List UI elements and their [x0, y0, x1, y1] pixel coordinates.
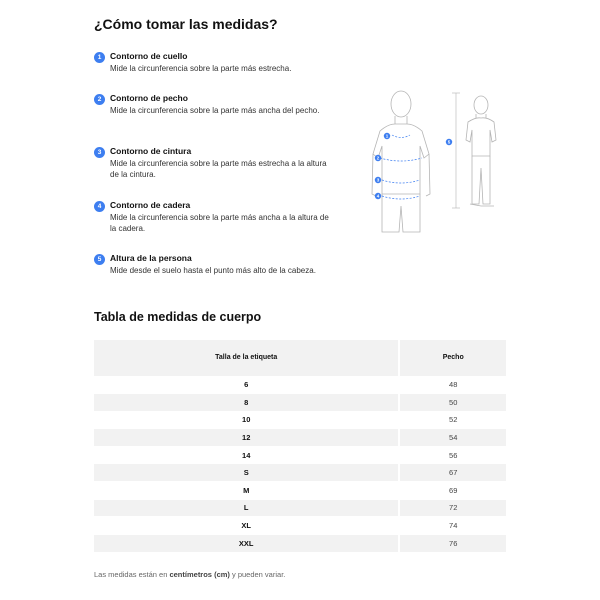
step-number-badge: 3 [94, 147, 105, 158]
marker-height: 5 [447, 139, 451, 145]
note-suffix: y pueden variar. [229, 570, 286, 579]
step-description: Mide la circunferencia sobre la parte más ancha a la altura de la cadera. [110, 213, 329, 233]
side-figure [466, 96, 496, 206]
column-header-chest: Pecho [399, 340, 506, 376]
step-description: Mide la circunferencia sobre la parte más estrecha a la altura de la cintura. [110, 159, 327, 179]
measurement-lines [380, 135, 422, 199]
marker-neck: 1 [385, 133, 389, 139]
chest-value: 48 [399, 376, 506, 394]
page-title: ¿Cómo tomar las medidas? [94, 16, 278, 32]
chest-value: 54 [399, 429, 506, 447]
size-label: S [94, 464, 399, 482]
table-row [94, 534, 506, 552]
chest-value: 67 [399, 464, 506, 482]
note-units: centímetros (cm) [169, 570, 230, 579]
size-label: XXL [94, 534, 399, 552]
step-title: Contorno de cadera [110, 200, 191, 210]
note-prefix: Las medidas están en [94, 570, 170, 579]
step-title: Contorno de pecho [110, 93, 188, 103]
chest-value: 52 [399, 411, 506, 429]
table-header-row [94, 340, 506, 376]
step-title: Altura de la persona [110, 253, 192, 263]
size-label: M [94, 482, 399, 500]
step-description: Mide la circunferencia sobre la parte más estrecha. [110, 64, 292, 73]
table-row [94, 394, 506, 412]
size-label: L [94, 499, 399, 517]
step-description: Mide la circunferencia sobre la parte más ancha del pecho. [110, 106, 320, 115]
step-number-badge: 5 [94, 254, 105, 265]
step-description: Mide desde el suelo hasta el punto más alto de la cabeza. [110, 266, 316, 275]
size-label: 12 [94, 429, 399, 447]
step-title: Contorno de cintura [110, 146, 192, 156]
marker-waist: 3 [376, 177, 380, 183]
step-number-badge: 4 [94, 201, 105, 212]
step-title: Contorno de cuello [110, 51, 188, 61]
step-number-badge: 2 [94, 94, 105, 105]
size-table-title: Tabla de medidas de cuerpo [94, 310, 262, 324]
size-label: 14 [94, 446, 399, 464]
table-row [94, 429, 506, 447]
chest-value: 74 [399, 517, 506, 535]
column-header-size: Talla de la etiqueta [94, 340, 399, 376]
front-figure [372, 91, 430, 232]
chest-value: 56 [399, 446, 506, 464]
table-row [94, 376, 506, 394]
size-label: 8 [94, 394, 399, 412]
body-measurement-illustration [368, 84, 518, 244]
size-label: 6 [94, 376, 399, 394]
table-row [94, 517, 506, 535]
chest-value: 50 [399, 394, 506, 412]
table-row [94, 446, 506, 464]
table-row [94, 482, 506, 500]
height-line [452, 93, 460, 208]
table-row [94, 464, 506, 482]
size-label: XL [94, 517, 399, 535]
step-number-badge: 1 [94, 52, 105, 63]
units-note [94, 570, 285, 579]
size-label: 10 [94, 411, 399, 429]
illustration-markers [375, 133, 452, 199]
marker-chest: 2 [376, 155, 380, 161]
table-row [94, 499, 506, 517]
table-row [94, 411, 506, 429]
chest-value: 72 [399, 499, 506, 517]
chest-value: 76 [399, 534, 506, 552]
size-table [94, 340, 506, 552]
marker-hip: 4 [376, 193, 380, 199]
chest-value: 69 [399, 482, 506, 500]
